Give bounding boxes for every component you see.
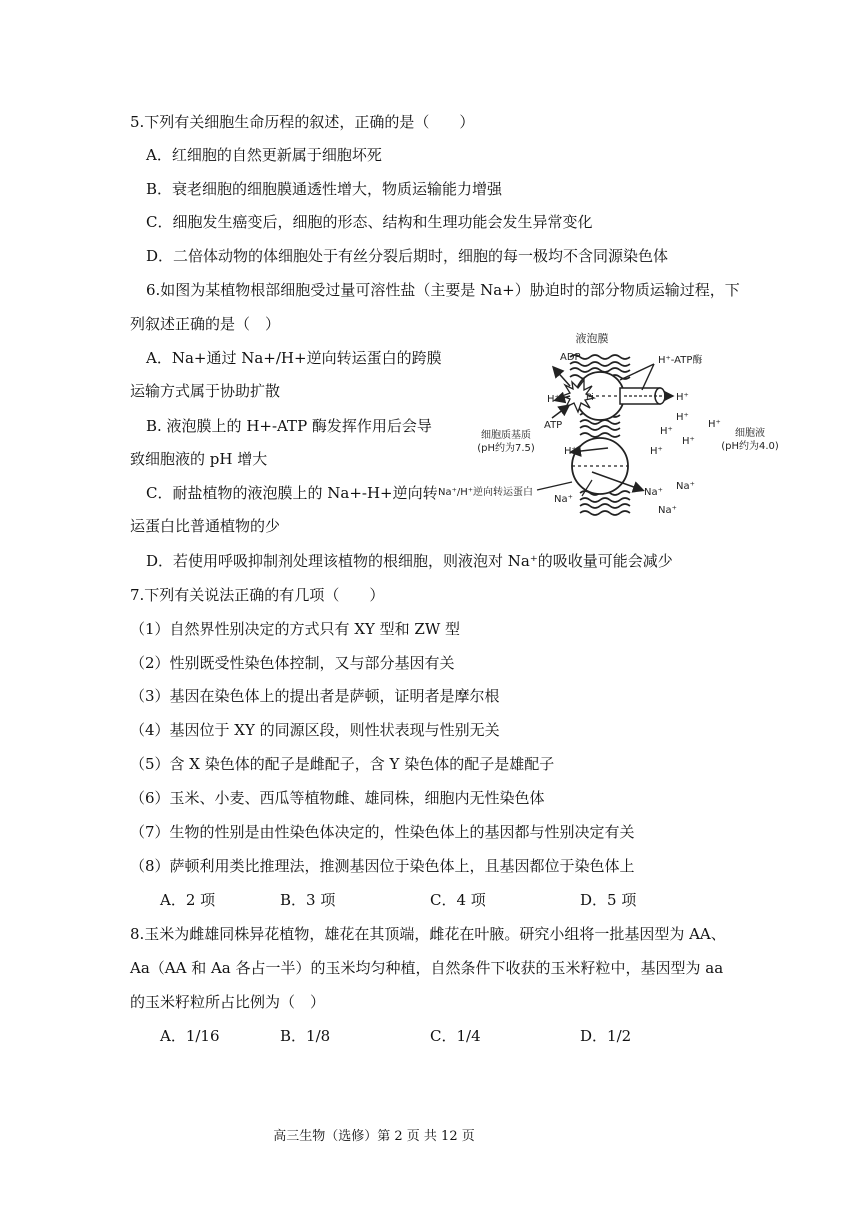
q7-option-c: C．4 项: [430, 891, 486, 909]
label-na-3: Na⁺: [658, 505, 677, 516]
vacuole-transport-diagram: [432, 330, 782, 525]
q6-option-c-line1: C．耐盐植物的液泡膜上的 Na+-H+逆向转: [146, 484, 438, 502]
label-na-2: Na⁺: [676, 481, 695, 492]
label-h-2: H⁺: [660, 426, 673, 437]
label-pi: Pi: [586, 393, 594, 403]
q7-item-2: （2）性别既受性染色体控制，又与部分基因有关: [130, 654, 455, 672]
q7-option-b: B．3 项: [280, 891, 336, 909]
q7-item-6: （6）玉米、小麦、西瓜等植物雌、雄同株，细胞内无性染色体: [130, 789, 545, 807]
label-h-6: H⁺: [564, 446, 577, 457]
q7-option-d: D．5 项: [580, 891, 637, 909]
q8-option-a: A．1/16: [160, 1027, 220, 1045]
q7-item-5: （5）含 X 染色体的配子是雌配子，含 Y 染色体的配子是雄配子: [130, 755, 555, 773]
q8-stem-line1: 8.玉米为雌雄同株异花植物，雄花在其顶端，雌花在叶腋。研究小组将一批基因型为 AA、: [130, 925, 726, 943]
q8-stem-line3: 的玉米籽粒所占比例为（ ）: [130, 993, 326, 1011]
label-h-1: H⁺: [676, 412, 689, 423]
label-h-4: H⁺: [708, 419, 721, 430]
label-h-right: H⁺: [676, 392, 689, 403]
q8-option-b: B．1/8: [280, 1027, 331, 1045]
q7-item-1: （1）自然界性别决定的方式只有 XY 型和 ZW 型: [130, 620, 461, 638]
q7-option-a: A．2 项: [160, 891, 216, 909]
q5-option-d: D．二倍体动物的体细胞处于有丝分裂后期时，细胞的每一极均不含同源染色体: [146, 247, 669, 265]
q5-stem: 5.下列有关细胞生命历程的叙述，正确的是（ ）: [130, 113, 475, 131]
label-h-left: H⁺: [547, 394, 560, 405]
q6-option-a-line2: 运输方式属于协助扩散: [130, 382, 281, 400]
q6-option-b-line2: 致细胞液的 pH 增大: [130, 450, 268, 468]
page-footer: [0, 1128, 860, 1146]
label-cytoplasm-matrix: 细胞质基质: [481, 430, 531, 441]
q5-option-a: A．红细胞的自然更新属于细胞坏死: [146, 146, 382, 164]
q6-option-d: D．若使用呼吸抑制剂处理该植物的根细胞，则液泡对 Na⁺的吸收量可能会减少: [146, 552, 673, 570]
q6-option-b-line1: B. 液泡膜上的 H+-ATP 酶发挥作用后会导: [146, 417, 432, 435]
q7-item-4: （4）基因位于 XY 的同源区段，则性状表现与性别无关: [130, 721, 500, 739]
q6-option-a-line1: A．Na+通过 Na+/H+逆向转运蛋白的跨膜: [146, 349, 442, 367]
q7-item-7: （7）生物的性别是由性染色体决定的，性染色体上的基因都与性别决定有关: [130, 823, 635, 841]
label-cell-sap-ph: (pH约为4.0): [721, 441, 779, 452]
label-atp: ATP: [544, 420, 563, 431]
label-vacuole-membrane: 液泡膜: [575, 332, 609, 345]
q7-item-3: （3）基因在染色体上的提出者是萨顿，证明者是摩尔根: [130, 687, 500, 705]
q7-item-8: （8）萨顿利用类比推理法，推测基因位于染色体上，且基因都位于染色体上: [130, 857, 635, 875]
q6-stem-line1: 6.如图为某植物根部细胞受过量可溶性盐（主要是 Na+）胁迫时的部分物质运输过程，下: [146, 281, 740, 299]
label-cytoplasm-ph: (pH约为7.5): [477, 443, 535, 454]
label-h-atpase: H⁺-ATP酶: [658, 355, 703, 366]
label-na-4: Na⁺: [554, 494, 573, 505]
label-h-3: H⁺: [682, 436, 695, 447]
label-h-5: H⁺: [650, 446, 663, 457]
q5-option-b: B．衰老细胞的细胞膜通透性增大，物质运输能力增强: [146, 180, 503, 198]
label-adp: ADP: [560, 352, 581, 363]
q8-option-d: D．1/2: [580, 1027, 632, 1045]
label-na-1: Na⁺: [644, 487, 663, 498]
q8-option-c: C．1/4: [430, 1027, 481, 1045]
q8-stem-line2: Aa（AA 和 Aa 各占一半）的玉米均匀种植，自然条件下收获的玉米籽粒中，基因型为 aa: [130, 959, 724, 977]
label-antiporter: Na⁺/H⁺逆向转运蛋白: [438, 487, 534, 498]
q6-stem-line2: 列叙述正确的是（ ）: [130, 315, 281, 333]
q7-stem: 7.下列有关说法正确的有几项（ ）: [130, 586, 385, 604]
page-footer-text: 高三生物（选修）第 2 页 共 12 页: [273, 1129, 475, 1144]
q5-option-c: C．细胞发生癌变后，细胞的形态、结构和生理功能会发生异常变化: [146, 213, 593, 231]
q6-option-c-line2: 运蛋白比普通植物的少: [130, 517, 281, 535]
label-cell-sap: 细胞液: [735, 428, 765, 439]
